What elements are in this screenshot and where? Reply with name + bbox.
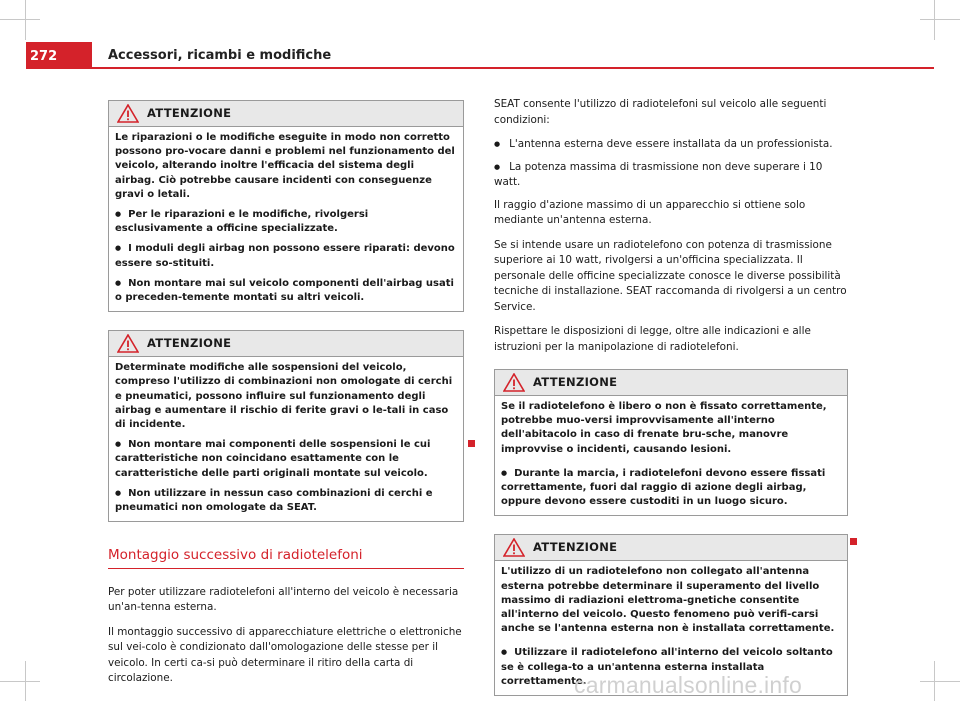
paragraph: Per poter utilizzare radiotelefoni all'interno del veicolo è necessaria un'an-tenna esterna.	[108, 585, 459, 614]
warning-header	[495, 370, 847, 396]
paragraph: Se si intende usare un radiotelefono con potenza di trasmissione superiore ai 10 watt, rivolgersi a un'officina specializzata. Il personale delle officine specializzate conosce le diverse possibilità tecniche di installazione. SEAT raccomanda di rivolgersi a un centro Service.	[494, 238, 847, 313]
warning-body	[495, 396, 847, 515]
paragraph: Il raggio d'azione massimo di un apparecchio si ottiene solo mediante un'antenna esterna.	[494, 198, 806, 226]
warning-header	[109, 101, 463, 127]
warning-bullet: ● Non utilizzare in nessun caso combinazioni di cerchi e pneumatici non omologate da SEAT.	[115, 486, 457, 515]
warning-text: Le riparazioni o le modifiche eseguite in modo non corretto possono pro-vocare danni e problemi nel funzionamento del veicolo, alterando inoltre l'efficacia del sistema degli airbag. Ciò potrebbe causare incidenti con conseguenze gravi o letali.	[115, 132, 455, 200]
warning-box	[108, 330, 464, 522]
paragraph: Il montaggio successivo di apparecchiature elettriche o elettroniche sul vei-colo è condizionato dall'omologazione delle stesse per il veicolo. In certi ca-si può determinare il ritiro della carta di circolazione.	[108, 625, 462, 685]
warning-triangle-icon	[503, 373, 525, 392]
header-divider	[92, 67, 934, 69]
right-column	[494, 97, 848, 714]
crop-mark	[0, 19, 40, 20]
crop-mark	[920, 681, 960, 682]
watermark: carmanualsonline.info	[574, 672, 802, 698]
paragraph: SEAT consente l'utilizzo di radiotelefoni sul veicolo alle seguenti condizioni:	[494, 98, 827, 126]
list-item: ● L'antenna esterna deve essere installata da un professionista.	[494, 137, 848, 153]
paragraph: Rispettare le disposizioni di legge, oltre alle indicazioni e alle istruzioni per la manipolazione di radiotelefoni.	[494, 325, 811, 353]
list-item: ● La potenza massima di trasmissione non deve superare i 10 watt.	[494, 160, 848, 191]
warning-title: ATTENZIONE	[147, 105, 232, 120]
warning-triangle-icon	[503, 538, 525, 557]
warning-bullet: ● Utilizzare il radiotelefono all'interno del veicolo soltanto se è collega-to a un'antenna esterna installata correttamente.	[501, 645, 841, 689]
warning-header	[495, 535, 847, 561]
warning-text: Se il radiotelefono è libero o non è fissato correttamente, potrebbe muo-versi improvvisamente all'interno dell'abitacolo in caso di frenate bru-sche, manovre improvvise o incidenti, causando lesioni.	[501, 401, 827, 455]
crop-mark	[934, 0, 935, 40]
section-heading: Montaggio successivo di radiotelefoni	[108, 548, 464, 569]
warning-bullet: ● Per le riparazioni e le modifiche, rivolgersi esclusivamente a officine specializzate.	[115, 207, 457, 236]
warning-text: L'utilizzo di un radiotelefono non collegato all'antenna esterna potrebbe determinare il superamento del livello massimo di radiazioni elettroma-gnetiche consentite all'interno del veicolo. Questo fenomeno può verifi-carsi anche se l'antenna esterna non è installata correttamente.	[501, 566, 835, 635]
warning-triangle-icon	[117, 334, 139, 353]
warning-box	[108, 100, 464, 312]
warning-header	[109, 331, 463, 357]
crop-mark	[25, 661, 26, 701]
crop-mark	[934, 661, 935, 701]
warning-body	[109, 127, 463, 311]
crop-mark	[920, 19, 960, 20]
page-title: Accessori, ricambi e modifiche	[108, 48, 332, 63]
section-end-marker	[468, 440, 475, 447]
warning-title: ATTENZIONE	[533, 374, 618, 389]
warning-body	[109, 357, 463, 521]
warning-bullet: ● Non montare mai componenti delle sospensioni le cui caratteristiche non coincidano esattamente con le caratteristiche delle parti originali montate sul veicolo.	[115, 437, 457, 481]
section-end-marker	[850, 538, 857, 545]
warning-box	[494, 369, 848, 516]
crop-mark	[0, 681, 40, 682]
warning-bullet: ● Durante la marcia, i radiotelefoni devono essere fissati correttamente, fuori dal raggio di azione degli airbag, oppure devono essere custoditi in un luogo sicuro.	[501, 466, 841, 510]
warning-triangle-icon	[117, 104, 139, 123]
left-column	[108, 100, 464, 696]
warning-text: Determinate modifiche alle sospensioni del veicolo, compreso l'utilizzo di combinazioni non omologate di cerchi e pneumatici, possono influire sul funzionamento degli airbag e aumentare il rischio di ferite gravi o le-tali in caso di incidente.	[115, 362, 453, 431]
warning-bullet: ● Non montare mai sul veicolo componenti dell'airbag usati o preceden-temente montati su altri veicoli.	[115, 276, 457, 305]
page-number: 272	[26, 42, 92, 69]
warning-title: ATTENZIONE	[147, 335, 232, 350]
warning-bullet: ● I moduli degli airbag non possono essere riparati: devono essere so-stituiti.	[115, 241, 457, 270]
section-text	[108, 585, 464, 687]
warning-title: ATTENZIONE	[533, 540, 618, 555]
crop-mark	[25, 0, 26, 40]
